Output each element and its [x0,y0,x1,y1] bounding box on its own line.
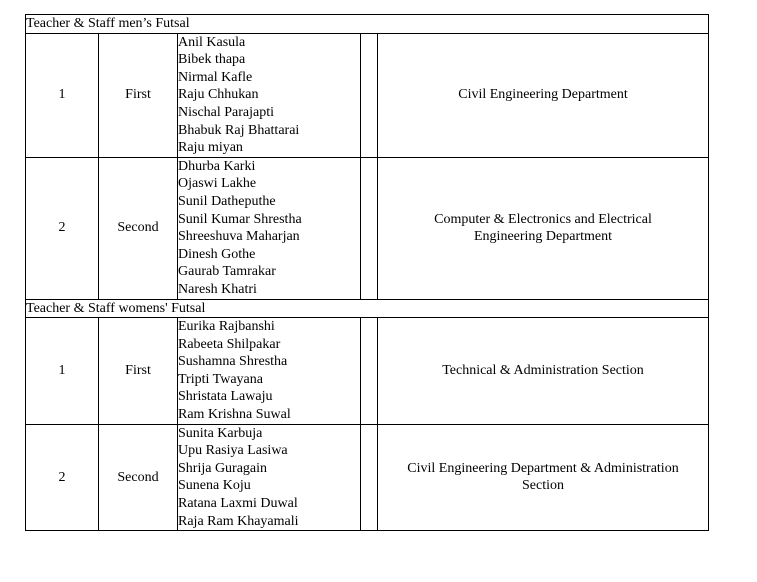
team-member-name: Nirmal Kafle [178,69,253,85]
department-line: Engineering Department [474,229,613,245]
team-member-name: Eurika Rajbanshi [178,319,275,335]
team-member-name: Sunita Karbuja [178,425,263,441]
team-member-name: Sunil Kumar Shrestha [178,211,302,227]
department-cell [378,318,709,425]
team-member-name: Gaurab Tamrakar [178,264,276,280]
rank-cell: 1 [26,33,99,157]
rank-cell: 2 [26,157,99,299]
department-line: Computer & Electronics and Electrical [434,211,652,227]
team-members-cell [178,424,361,531]
team-member-name: Naresh Khatri [178,281,257,297]
team-member-name: Nischal Parajapti [178,104,275,120]
table-row [26,33,709,157]
department-line: Civil Engineering Department [458,87,628,103]
team-member-name: Dinesh Gothe [178,246,256,262]
team-member-name: Bhabuk Raj Bhattarai [178,122,300,138]
team-member-name: Tripti Twayana [178,371,263,387]
section-title: Teacher & Staff womens' Futsal [26,299,709,318]
empty-cell [361,33,378,157]
department-line: Technical & Administration Section [442,363,644,379]
team-member-name: Shrija Guragain [178,460,268,476]
table-row [26,318,709,425]
futsal-results-table [25,14,709,531]
section-header-row [26,299,709,318]
section-title: Teacher & Staff men’s Futsal [26,15,709,34]
team-members-cell [178,33,361,157]
position-cell: Second [99,157,178,299]
team-members-cell [178,318,361,425]
department-line: Civil Engineering Department & Administration [407,460,679,476]
team-member-name: Sunil Datheputhe [178,193,276,209]
team-members-cell [178,157,361,299]
team-member-name: Bibek thapa [178,52,246,68]
empty-cell [361,157,378,299]
team-member-name: Anil Kasula [178,34,246,50]
table-row [26,157,709,299]
team-member-name: Raju Chhukan [178,87,259,103]
department-cell [378,33,709,157]
department-cell [378,157,709,299]
position-cell: First [99,33,178,157]
team-member-name: Sunena Koju [178,478,251,494]
section-header-row [26,15,709,34]
team-member-name: Dhurba Karki [178,158,256,174]
team-member-name: Raja Ram Khayamali [178,513,299,529]
team-member-name: Shristata Lawaju [178,389,273,405]
team-member-name: Ram Krishna Suwal [178,407,291,423]
rank-cell: 1 [26,318,99,425]
empty-cell [361,318,378,425]
team-member-name: Ratana Laxmi Duwal [178,496,298,512]
team-member-name: Ojaswi Lakhe [178,176,257,192]
position-cell: First [99,318,178,425]
team-member-name: Shreeshuva Maharjan [178,229,300,245]
department-line: Section [522,478,564,494]
team-member-name: Rabeeta Shilpakar [178,336,281,352]
empty-cell [361,424,378,531]
team-member-name: Upu Rasiya Lasiwa [178,443,288,459]
team-member-name: Raju miyan [178,140,243,156]
team-member-name: Sushamna Shrestha [178,354,288,370]
table-row [26,424,709,531]
position-cell: Second [99,424,178,531]
rank-cell: 2 [26,424,99,531]
department-cell [378,424,709,531]
